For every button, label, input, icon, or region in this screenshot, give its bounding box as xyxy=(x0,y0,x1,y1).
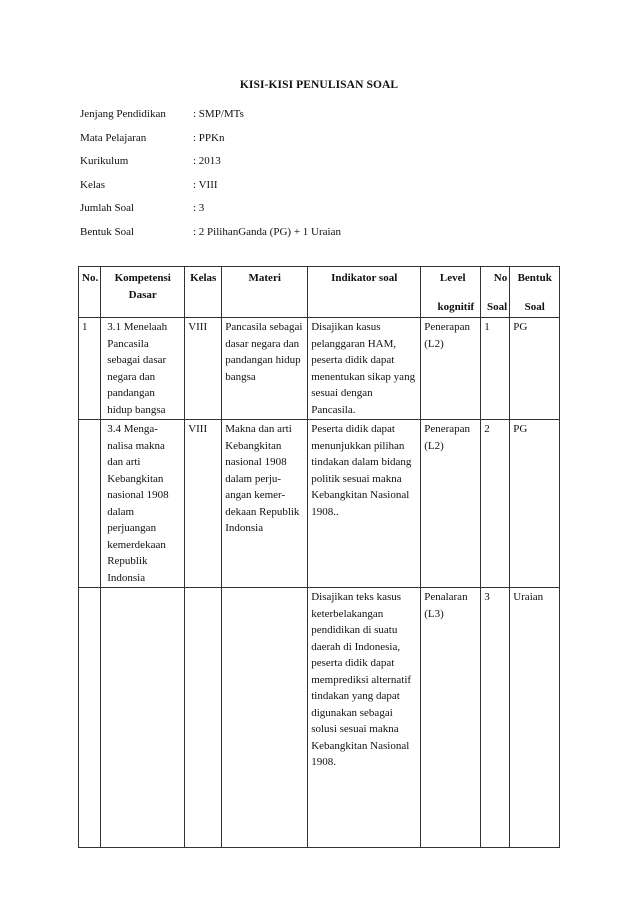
header-no-soal xyxy=(481,267,510,318)
cell-indikator: Disajikan teks kasus keterbelakangan pendidikan di suatu daerah di Indonesia, peserta didik dapat memprediksi alternatif tindakan yang dapat digunakan sebagai solusi sesuai makna Kebangkitan Nasional 1908. xyxy=(308,588,421,848)
meta-row-bentuk-soal xyxy=(80,226,341,250)
meta-value: : VIII xyxy=(193,178,218,191)
header-bentuk-line2: Soal xyxy=(524,300,545,313)
cell-no-soal: 2 xyxy=(481,420,510,588)
cell-indikator: Disajikan kasus pelanggaran HAM, peserta didik dapat menentukan sikap yang sesuai dengan Pancasila. xyxy=(308,318,421,420)
meta-row-mapel xyxy=(80,132,341,156)
meta-label: Jenjang Pendidikan xyxy=(80,108,166,120)
cell-level: Penerapan (L2) xyxy=(421,318,481,420)
cell-kelas: VIII xyxy=(185,318,222,420)
cell-kompetensi-dasar: 3.1 Menelaah Pancasila sebagai dasar negara dan pandangan hidup bangsa xyxy=(101,318,185,420)
cell-kelas: VIII xyxy=(185,420,222,588)
meta-row-jenjang xyxy=(80,108,341,132)
meta-row-jumlah-soal xyxy=(80,202,341,226)
cell-materi xyxy=(222,588,308,848)
header-level-line1: Level xyxy=(439,272,466,284)
table-header-row xyxy=(79,267,560,318)
cell-kompetensi-dasar xyxy=(101,588,185,848)
meta-label: Kurikulum xyxy=(80,155,129,168)
cell-materi: Makna dan arti Kebangkitan nasional 1908 dalam perju-angan kemer-dekaan Republik Indonsia xyxy=(222,420,308,588)
meta-label: Kelas xyxy=(80,178,106,191)
header-bentuk-soal xyxy=(510,267,560,318)
cell-materi: Pancasila sebagai dasar negara dan pandangan hidup bangsa xyxy=(222,318,308,420)
meta-value: : PPKn xyxy=(193,131,225,144)
meta-row-kurikulum xyxy=(80,155,341,179)
meta-value: : 2 PilihanGanda (PG) + 1 Uraian xyxy=(193,225,341,238)
cell-kelas xyxy=(185,588,222,848)
cell-no-soal: 1 xyxy=(481,318,510,420)
header-level-kognitif xyxy=(421,267,481,318)
meta-label: Mata Pelajaran xyxy=(80,131,147,144)
table-row xyxy=(79,588,560,848)
cell-no: 1 xyxy=(79,318,101,420)
meta-value: : 3 xyxy=(193,202,205,215)
cell-no-soal: 3 xyxy=(481,588,510,848)
document-meta xyxy=(80,108,341,250)
header-materi: Materi xyxy=(222,267,308,318)
header-level-line2: kognitif xyxy=(437,300,475,313)
header-bentuk-line1: Bentuk xyxy=(517,272,552,284)
meta-label: Bentuk Soal xyxy=(80,225,135,238)
meta-row-kelas xyxy=(80,179,341,203)
meta-value: : 2013 xyxy=(193,155,221,168)
cell-indikator: Peserta didik dapat menunjukkan pilihan tindakan dalam bidang politik sesuai makna Kebangkitan Nasional 1908.. xyxy=(308,420,421,588)
cell-bentuk: Uraian xyxy=(510,588,560,848)
header-no-soal-line1: No xyxy=(493,272,508,284)
header-no: No. xyxy=(79,267,101,318)
header-kompetensi-dasar: Kompetensi Dasar xyxy=(101,267,185,318)
document-title: KISI-KISI PENULISAN SOAL xyxy=(239,79,399,91)
kisi-table xyxy=(78,266,560,848)
meta-label: Jumlah Soal xyxy=(80,202,135,215)
header-no-soal-line2: Soal xyxy=(487,300,508,313)
header-indikator: Indikator soal xyxy=(308,267,421,318)
table-row xyxy=(79,420,560,588)
table-row xyxy=(79,318,560,420)
cell-no xyxy=(79,420,101,588)
header-kelas: Kelas xyxy=(185,267,222,318)
cell-bentuk: PG xyxy=(510,318,560,420)
meta-value: : SMP/MTs xyxy=(193,108,244,120)
cell-level: Penalaran (L3) xyxy=(421,588,481,848)
cell-no xyxy=(79,588,101,848)
cell-kompetensi-dasar: 3.4 Menga-nalisa makna dan arti Kebangkitan nasional 1908 dalam perjuangan kemerdekaan Republik Indonsia xyxy=(101,420,185,588)
cell-level: Penerapan (L2) xyxy=(421,420,481,588)
cell-bentuk: PG xyxy=(510,420,560,588)
